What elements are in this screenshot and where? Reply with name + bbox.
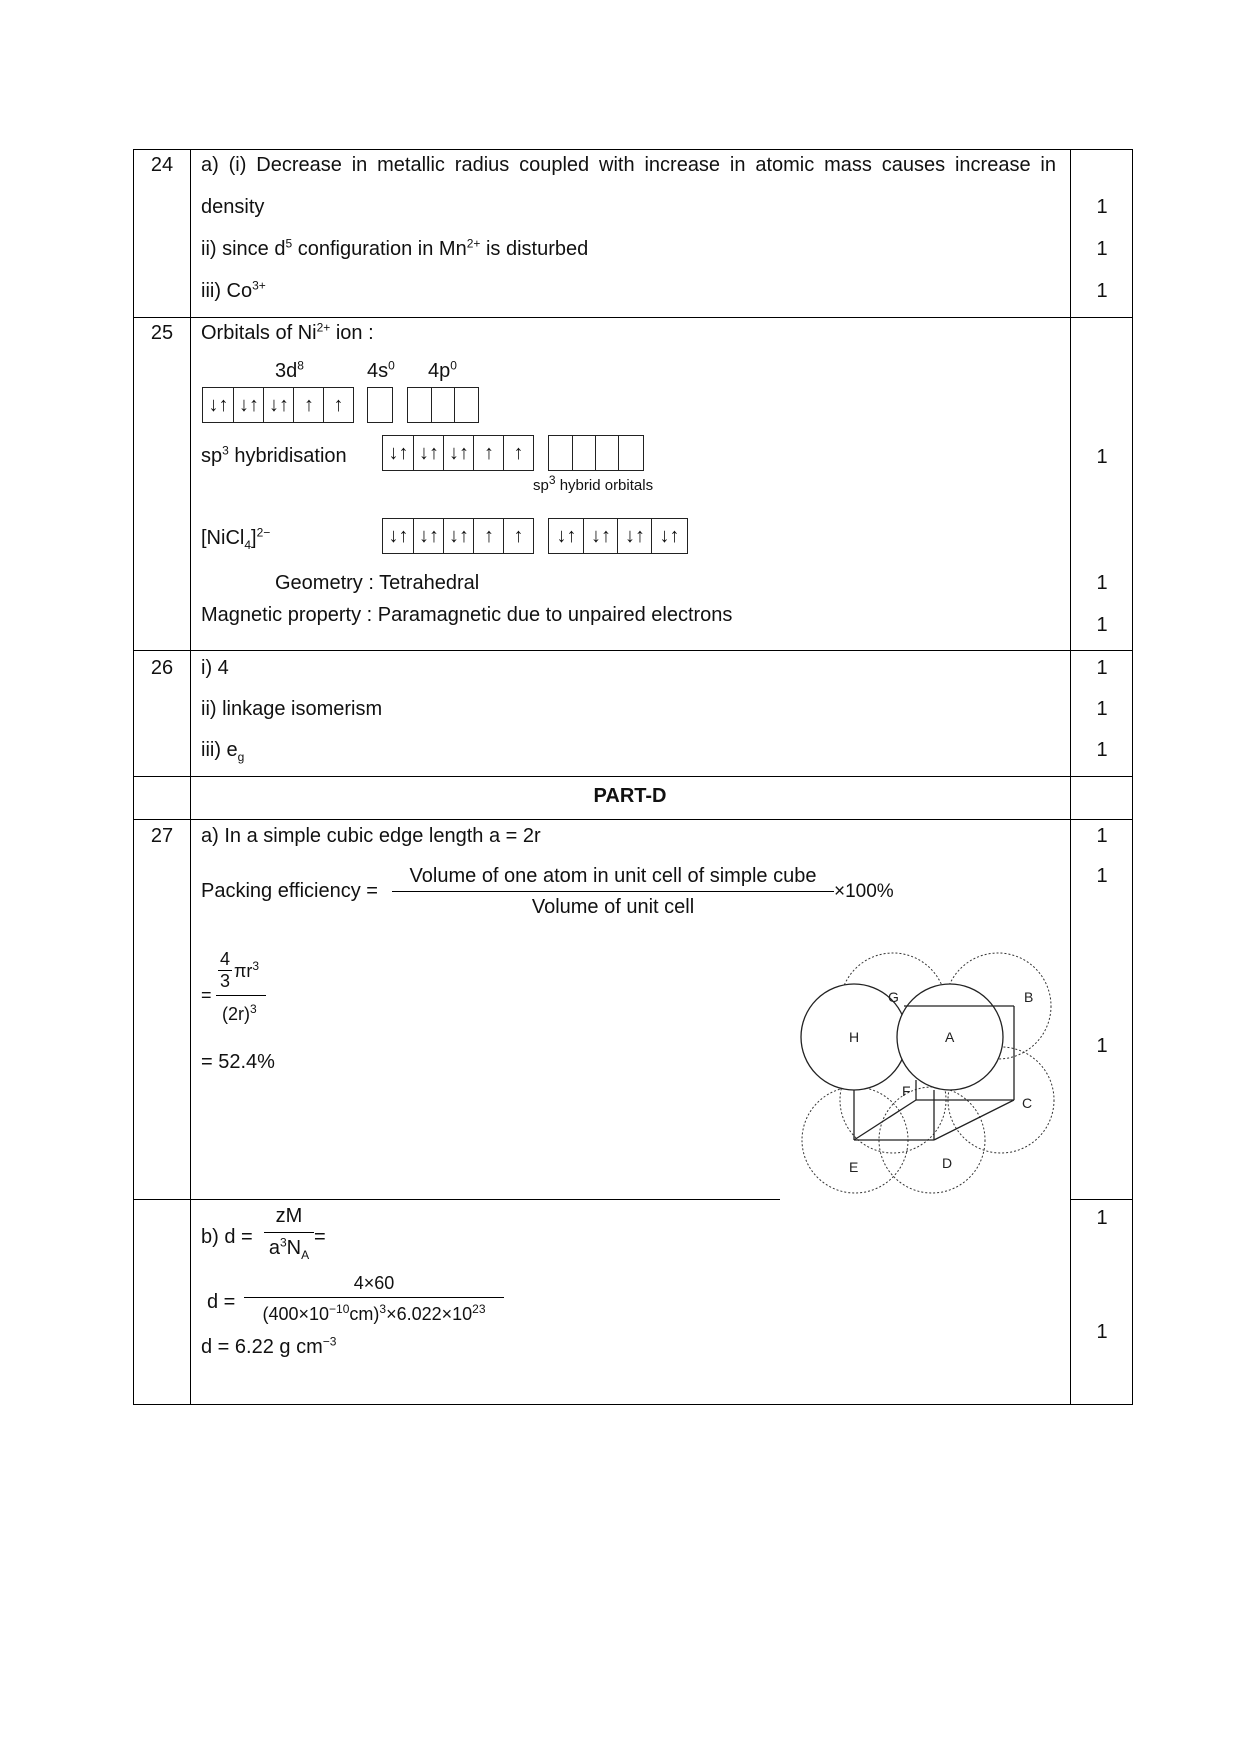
mark: 1 xyxy=(1096,446,1108,468)
part-heading: PART-D xyxy=(593,785,667,807)
orbital-cell: ↑ xyxy=(473,519,504,553)
diagram-label: H xyxy=(849,1029,860,1045)
orbital-box-3d xyxy=(202,387,354,423)
d2-numerator: 4×60 xyxy=(353,1273,395,1293)
mark: 1 xyxy=(1096,657,1108,679)
diagram-label: B xyxy=(1024,989,1034,1005)
fraction-bar xyxy=(216,995,266,996)
density-substitution-label: d = xyxy=(207,1291,236,1313)
frac-3: 3 xyxy=(220,971,231,991)
column-divider xyxy=(1070,150,1071,1404)
row-divider xyxy=(134,819,1132,820)
orbital-cell: ↓↑ xyxy=(651,519,687,553)
pi-r-cubed: $\pi r^3$ xyxy=(234,959,260,981)
diagram-label: G xyxy=(888,989,899,1005)
fraction-bar xyxy=(392,891,834,892)
marking-scheme-table xyxy=(133,149,1133,1405)
orbital-box-4p xyxy=(407,387,479,423)
frac-4: 4 xyxy=(220,949,231,969)
q24-line-1: a) (i) Decrease in metallic radius coupled with increase in atomic mass causes increase in xyxy=(201,154,1056,176)
mark: 1 xyxy=(1096,1035,1108,1057)
mark: 1 xyxy=(1096,238,1108,260)
geometry-text: Geometry : Tetrahedral xyxy=(275,572,480,594)
row-divider-partial xyxy=(1070,1199,1132,1200)
q25-title: Orbitals of $Ni^{2+}$ ion : xyxy=(201,320,374,344)
orbital-cell xyxy=(408,388,432,422)
q24-line-3: ii) since $d^5$ configuration in $Mn^{2+}$ is disturbed xyxy=(201,236,589,260)
mark: 1 xyxy=(1096,825,1108,847)
complex-label: [NiCl$_4$]$^{2-}$ xyxy=(201,525,271,552)
mark: 1 xyxy=(1096,865,1108,887)
zm-numerator: zM xyxy=(275,1205,303,1227)
packing-result: = 52.4% xyxy=(201,1051,275,1073)
density-result: d = 6.22 g $cm^{-3}$ xyxy=(201,1334,337,1358)
orbital-cell: ↑ xyxy=(323,388,353,422)
fraction-bar xyxy=(244,1297,504,1298)
orbital-cell: ↓↑ xyxy=(556,525,577,547)
simple-cubic-diagram xyxy=(784,950,1064,1200)
magnetic-property-text: Magnetic property : Paramagnetic due to unpaired electrons xyxy=(201,604,733,626)
orbital-cell: ↓↑ xyxy=(388,442,409,464)
orbital-cell xyxy=(595,436,619,470)
two-r-cubed: $(2r)^3$ xyxy=(222,1002,257,1024)
orbital-cell: ↓↑ xyxy=(263,388,294,422)
q24-line-2: density xyxy=(201,196,265,218)
label-3d: $3d^8$ xyxy=(275,358,304,382)
diagram-label: C xyxy=(1022,1095,1033,1111)
equals-sign: = xyxy=(201,985,212,1005)
orbital-cell: ↑ xyxy=(473,436,504,470)
orbital-cell: ↓↑ xyxy=(443,519,474,553)
orbital-box-3d-complex xyxy=(382,518,534,554)
mark: 1 xyxy=(1096,196,1108,218)
question-number: 27 xyxy=(150,825,174,847)
mark: 1 xyxy=(1096,614,1108,636)
diagram-label: E xyxy=(849,1159,859,1175)
sp3-filled-orbital-box xyxy=(548,518,688,554)
orbital-cell: ↓↑ xyxy=(413,436,444,470)
pe-times: ×100% xyxy=(834,881,894,902)
mark: 1 xyxy=(1096,572,1108,594)
label-4s: $4s^0$ xyxy=(367,358,395,382)
orbital-cell xyxy=(618,436,643,470)
fraction-bar xyxy=(264,1232,314,1233)
q27-line-1: a) In a simple cubic edge length a = 2r xyxy=(201,825,541,847)
orbital-cell: ↓↑ xyxy=(443,436,474,470)
q26-line-3: iii) $e_g$ xyxy=(201,739,245,764)
orbital-cell xyxy=(431,388,455,422)
a3na-denominator: $a^3N_A$ xyxy=(268,1235,310,1262)
packing-efficiency-label: Packing efficiency = xyxy=(201,880,378,902)
sp3-orbital-box xyxy=(548,435,644,471)
orbital-cell xyxy=(549,436,573,470)
diagram-label: D xyxy=(942,1155,953,1171)
diagram-label: A xyxy=(945,1029,955,1045)
q24-line-4: iii) $Co^{3+}$ xyxy=(201,278,266,302)
mark: 1 xyxy=(1096,280,1108,302)
q26-line-2: ii) linkage isomerism xyxy=(201,698,383,720)
orbital-box-4s xyxy=(367,387,393,423)
orbital-cell: ↓↑ xyxy=(208,394,229,416)
question-number: 25 xyxy=(150,322,174,344)
hybridisation-label: $sp^3$ hybridisation xyxy=(201,443,347,467)
orbital-cell: ↓↑ xyxy=(413,519,444,553)
density-equals: = xyxy=(314,1226,326,1248)
mark: 1 xyxy=(1096,1321,1108,1343)
question-number: 26 xyxy=(150,657,174,679)
orbital-cell: ↓↑ xyxy=(233,388,264,422)
d2-denominator: $(400\times 10^{-10}cm)^3\times 6.022\times 10^{23}$ xyxy=(262,1302,486,1324)
pe-denominator: Volume of unit cell xyxy=(531,896,695,918)
column-divider xyxy=(190,150,191,1404)
diagram-label: F xyxy=(902,1083,911,1099)
sp3-hybrid-orbitals-caption: $sp^3$ hybrid orbitals xyxy=(533,473,654,494)
mark: 1 xyxy=(1096,1207,1108,1229)
q26-line-1: i) 4 xyxy=(201,657,229,679)
orbital-cell: ↑ xyxy=(503,519,533,553)
label-4p: $4p^0$ xyxy=(428,358,457,382)
row-divider xyxy=(134,317,1132,318)
orbital-cell: ↓↑ xyxy=(617,519,652,553)
question-number: 24 xyxy=(150,154,174,176)
density-formula-label: b) d = xyxy=(201,1226,253,1248)
orbital-cell xyxy=(572,436,596,470)
orbital-box-3d-hybrid xyxy=(382,435,534,471)
orbital-cell: ↑ xyxy=(503,436,533,470)
orbital-cell: ↓↑ xyxy=(583,519,618,553)
row-divider-partial xyxy=(134,1199,780,1200)
mark: 1 xyxy=(1096,739,1108,761)
mark: 1 xyxy=(1096,698,1108,720)
row-divider xyxy=(134,776,1132,777)
orbital-cell xyxy=(454,388,478,422)
orbital-cell: ↑ xyxy=(293,388,324,422)
pe-numerator: Volume of one atom in unit cell of simple cube xyxy=(409,865,817,887)
orbital-cell: ↓↑ xyxy=(388,525,409,547)
row-divider xyxy=(134,650,1132,651)
